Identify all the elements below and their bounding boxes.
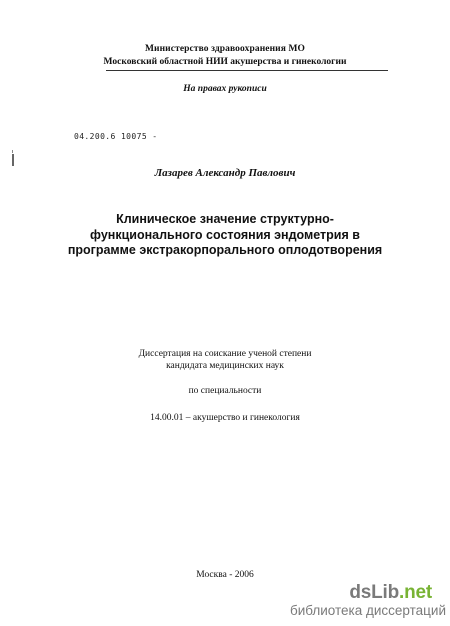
institute-name: Московский областной НИИ акушерства и гинекологии [103,57,347,67]
logo-brand [258,583,446,603]
logo-brand-tld: .net [399,582,432,603]
dissertation-title [0,212,450,259]
rights-note: На правах рукописи [183,84,267,94]
ministry-name: Министерство здравоохранения МО [144,44,306,54]
logo-brand-main: dsLib [349,582,400,603]
degree-line-1: Диссертация на соискание ученой степени [138,349,312,359]
author-name: Лазарев Александр Павлович [154,167,296,179]
degree-line-2: кандидата медицинских наук [166,361,284,371]
scan-mark [12,150,13,153]
registration-stamp: 04.200.6 10075 - [74,132,158,141]
specialty-code: 14.00.01 – акушерство и гинекология [150,413,300,423]
dslib-watermark-logo [258,583,446,623]
header-divider [106,70,388,71]
title-line: функционального состояния эндометрия в [90,227,360,242]
city-year: Москва - 2006 [196,570,254,580]
title-line: Клиническое значение структурно- [116,212,334,226]
specialty-label: по специальности [188,386,262,396]
logo-subtitle: библиотека диссертаций [289,603,446,618]
scan-mark [12,154,14,166]
title-line: программе экстракорпорального оплодотворения [67,243,383,257]
